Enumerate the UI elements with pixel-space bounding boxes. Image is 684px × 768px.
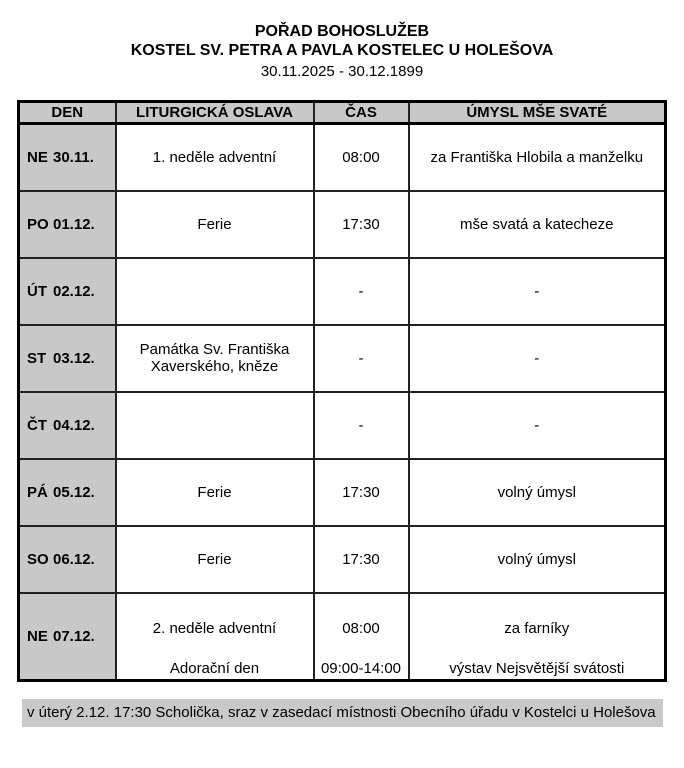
celebration-cell: 1. neděle adventní	[116, 124, 314, 191]
table-header-row	[19, 102, 666, 124]
celebration-line-1: 2. neděle adventní	[152, 620, 277, 637]
table-row	[19, 325, 666, 392]
day-abbr: PO	[27, 215, 49, 233]
day-date: 05.12.	[53, 483, 95, 501]
celebration-cell: Ferie	[116, 459, 314, 526]
intention-cell	[409, 593, 666, 681]
day-cell	[19, 258, 116, 325]
time-line-2: 09:00-14:00	[320, 659, 402, 677]
day-date: 02.12.	[53, 282, 95, 300]
document-header	[0, 0, 684, 81]
time-cell: -	[314, 325, 409, 392]
day-abbr: PÁ	[27, 483, 48, 501]
celebration-line-2: Adorační den	[169, 659, 260, 677]
celebration-cell	[116, 593, 314, 681]
time-line-1: 08:00	[342, 620, 380, 637]
day-cell	[19, 459, 116, 526]
intention-cell: -	[409, 258, 666, 325]
table-row	[19, 191, 666, 258]
intention-cell: -	[409, 392, 666, 459]
column-header-cas: ČAS	[314, 102, 409, 124]
time-cell: -	[314, 392, 409, 459]
intention-cell: -	[409, 325, 666, 392]
column-header-den: DEN	[19, 102, 116, 124]
table-row	[19, 124, 666, 191]
intention-cell: volný úmysl	[409, 459, 666, 526]
day-abbr: ČT	[27, 416, 47, 434]
celebration-cell: Památka Sv. Františka Xaverského, kněze	[116, 325, 314, 392]
intention-cell: volný úmysl	[409, 526, 666, 593]
celebration-cell: Ferie	[116, 191, 314, 258]
table-row	[19, 593, 666, 681]
intention-cell: za Františka Hlobila a manželku	[409, 124, 666, 191]
day-cell	[19, 124, 116, 191]
table-row	[19, 258, 666, 325]
day-abbr: NE	[27, 627, 48, 645]
column-header-umysl: ÚMYSL MŠE SVATÉ	[409, 102, 666, 124]
day-abbr: ÚT	[27, 282, 47, 300]
day-cell	[19, 526, 116, 593]
day-date: 07.12.	[53, 627, 95, 645]
day-cell	[19, 392, 116, 459]
day-date: 01.12.	[53, 215, 95, 233]
time-cell: -	[314, 258, 409, 325]
schedule-table	[17, 100, 667, 682]
time-cell: 17:30	[314, 526, 409, 593]
day-abbr: SO	[27, 550, 49, 568]
table-row	[19, 459, 666, 526]
time-cell: 08:00	[314, 124, 409, 191]
time-cell: 17:30	[314, 191, 409, 258]
day-cell	[19, 191, 116, 258]
day-abbr: ST	[27, 349, 47, 367]
page-subtitle: KOSTEL SV. PETRA A PAVLA KOSTELEC U HOLEŠOVA	[130, 42, 554, 59]
footer-note: v úterý 2.12. 17:30 Scholička, sraz v zasedací místnosti Obecního úřadu v Kostelci u Holešova	[22, 699, 663, 727]
celebration-cell: Ferie	[116, 526, 314, 593]
column-header-liturgicka-oslava: LITURGICKÁ OSLAVA	[116, 102, 314, 124]
page-title: POŘAD BOHOSLUŽEB	[254, 23, 430, 40]
date-range: 30.11.2025 - 30.12.1899	[260, 63, 424, 80]
intention-line-1: za farníky	[504, 620, 570, 637]
day-cell	[19, 593, 116, 681]
celebration-cell	[116, 258, 314, 325]
day-date: 06.12.	[53, 550, 95, 568]
intention-line-2: výstav Nejsvětější svátosti	[449, 659, 625, 677]
table-row	[19, 526, 666, 593]
intention-cell: mše svatá a katecheze	[409, 191, 666, 258]
time-cell: 17:30	[314, 459, 409, 526]
celebration-cell	[116, 392, 314, 459]
day-cell	[19, 325, 116, 392]
day-date: 30.11.	[53, 148, 94, 166]
time-cell	[314, 593, 409, 681]
day-date: 03.12.	[53, 349, 95, 367]
day-date: 04.12.	[53, 416, 95, 434]
table-row	[19, 392, 666, 459]
day-abbr: NE	[27, 148, 48, 166]
